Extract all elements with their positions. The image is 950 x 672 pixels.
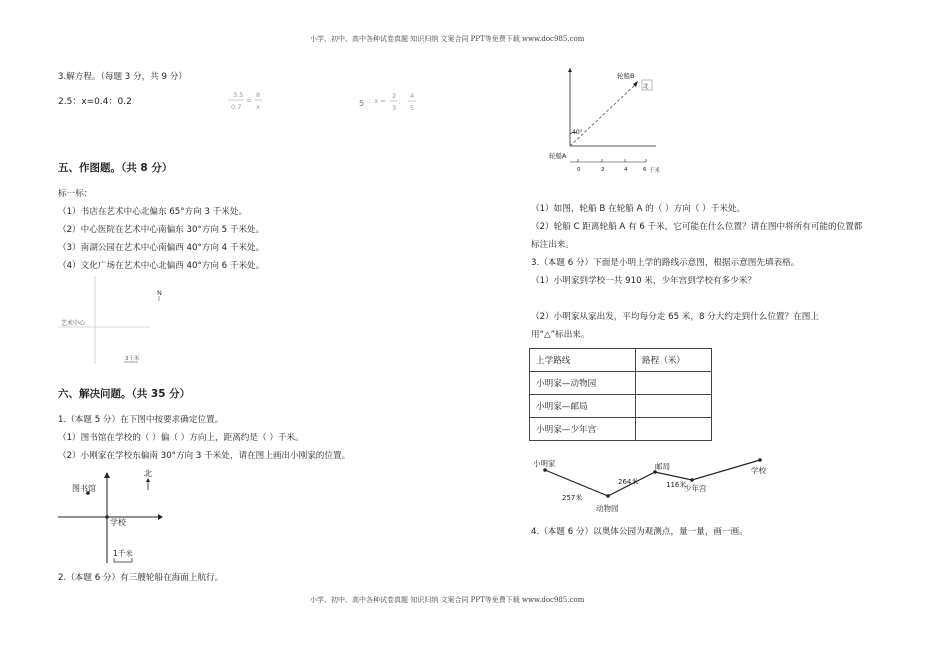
dist-257: 257米 xyxy=(562,494,583,502)
table-row xyxy=(530,418,712,441)
table-row xyxy=(530,395,712,418)
art-center-label: 艺术中心 xyxy=(61,320,86,327)
equation-1: 2.5：x=0.4：0.2 xyxy=(58,97,132,107)
unit-km: 千米 xyxy=(649,168,661,174)
q4-title: 4.（本题 6 分）以奥体公园为观测点，量一量，画一画。 xyxy=(531,527,748,537)
ship-position-figure xyxy=(534,68,674,183)
place-home: 小明家 xyxy=(533,459,556,468)
place-post-office: 邮局 xyxy=(655,462,670,471)
q2-part-1: （1）如图，轮船 B 在轮船 A 的（ ）方向（ ）千米处。 xyxy=(531,204,746,214)
s5-item-3: （3）南湖公园在艺术中心南偏西 40°方向 4 千米处。 xyxy=(58,243,265,253)
tick-0: 0 xyxy=(577,167,581,173)
table-header-route: 上学路线 xyxy=(530,349,636,372)
scale-1km: 1千米 xyxy=(113,549,133,558)
dist-264: 264米 xyxy=(618,478,639,486)
route-diagram xyxy=(530,456,780,516)
eq3-d2: 5 xyxy=(410,104,415,112)
equation-2 xyxy=(226,89,266,113)
tick-2: 2 xyxy=(601,167,605,173)
q3-title: 3.（本题 6 分）下面是小明上学的路线示意图，根据示意图先填表格。 xyxy=(531,258,800,268)
school-label: 学校 xyxy=(110,518,126,527)
section-5-intro: 标一标： xyxy=(58,189,93,199)
ship-a-label: 轮船A xyxy=(549,152,567,160)
eq3-n2: 4 xyxy=(410,92,415,100)
eq2-den-d: x xyxy=(256,103,260,111)
q3-part-1: （1）小明家到学校一共 910 米，少年宫到学校有多少米？ xyxy=(531,276,756,286)
route-cell: 小明家—少年宫 xyxy=(530,418,636,441)
angle-40-label: 40° xyxy=(572,129,583,136)
tick-4: 4 xyxy=(624,167,628,173)
route-cell: 小明家—动物园 xyxy=(530,372,636,395)
q1-part-1: （1）图书馆在学校的（ ）偏（ ）方向上，距离约是（ ）千米。 xyxy=(58,433,304,443)
north-label: 北 xyxy=(144,469,152,478)
north-label-ship: 北 xyxy=(643,84,649,90)
art-center-figure xyxy=(58,276,168,371)
eq3-op: ： xyxy=(398,98,405,106)
distance-cell[interactable] xyxy=(636,418,712,441)
route-cell: 小明家—邮局 xyxy=(530,395,636,418)
page-footer: 小学、初中、高中各种试卷真题 知识归纳 文案合同 PPT等免费下载 www.doc985.com xyxy=(310,596,585,604)
table-row xyxy=(530,372,712,395)
eq3-mid: ：x = xyxy=(368,97,386,105)
library-label: 图书馆 xyxy=(72,484,96,493)
place-youth-palace: 少年宫 xyxy=(684,484,707,493)
eq2-num-c: 8 xyxy=(256,91,261,99)
school-library-figure xyxy=(58,468,178,568)
q2-title: 2.（本题 6 分）有三艘轮船在海面上航行。 xyxy=(58,573,224,583)
equation-3 xyxy=(358,90,428,114)
s5-item-1: （1）书店在艺术中心北偏东 65°方向 3 千米处。 xyxy=(58,207,248,217)
school-dot xyxy=(105,515,109,519)
distance-cell[interactable] xyxy=(636,372,712,395)
section-5-title: 五、作图题。（共 8 分） xyxy=(58,162,173,174)
ship-b-label: 轮船B xyxy=(617,72,635,80)
q2-part-2: （2）轮船 C 距离轮船 A 有 6 千米，它可能在什么位置？请在图中将所有可能的位置都 xyxy=(531,222,863,232)
s5-item-4: （4）文化广场在艺术中心北偏西 40°方向 6 千米处。 xyxy=(58,261,265,271)
eq3-pre: 5 xyxy=(359,99,365,108)
scale-3km: 3千米 xyxy=(125,356,140,362)
s5-item-2: （2）中心医院在艺术中心南偏东 30°方向 5 千米处。 xyxy=(58,225,265,235)
north-n-label: N xyxy=(157,289,162,297)
q1-part-2: （2）小刚家在学校东偏南 30°方向 3 千米处，请在图上画出小刚家的位置。 xyxy=(58,451,351,461)
q3-part-2-cont: 用“△”标出来。 xyxy=(531,330,590,340)
place-zoo: 动物园 xyxy=(596,504,619,513)
eq2-den-b: 0.7 xyxy=(231,103,242,111)
place-school: 学校 xyxy=(751,466,766,475)
svg-text:=: = xyxy=(246,97,252,105)
distance-cell[interactable] xyxy=(636,395,712,418)
dist-116: 116米 xyxy=(666,481,687,489)
q3-part-2: （2）小明家从家出发，平均每分走 65 米，8 分大约走到什么位置？在图上 xyxy=(531,312,819,322)
eq3-d1: 3 xyxy=(392,104,397,112)
eq3-n1: 2 xyxy=(392,92,397,100)
q3-equation-title: 3.解方程。（每题 3 分，共 9 分） xyxy=(58,72,187,82)
page-header: 小学、初中、高中各种试卷真题 知识归纳 文案合同 PPT等免费下载 www.doc985.com xyxy=(310,35,585,43)
eq2-num-a: 3.5 xyxy=(233,91,244,99)
tick-6: 6 xyxy=(643,167,647,173)
q2-part-2-cont: 标注出来。 xyxy=(531,240,574,250)
q1-title: 1.（本题 5 分）在下图中按要求确定位置。 xyxy=(58,415,224,425)
route-table xyxy=(529,348,712,441)
section-6-title: 六、解决问题。（共 35 分） xyxy=(58,388,191,400)
table-header-distance: 路程（米） xyxy=(636,349,712,372)
